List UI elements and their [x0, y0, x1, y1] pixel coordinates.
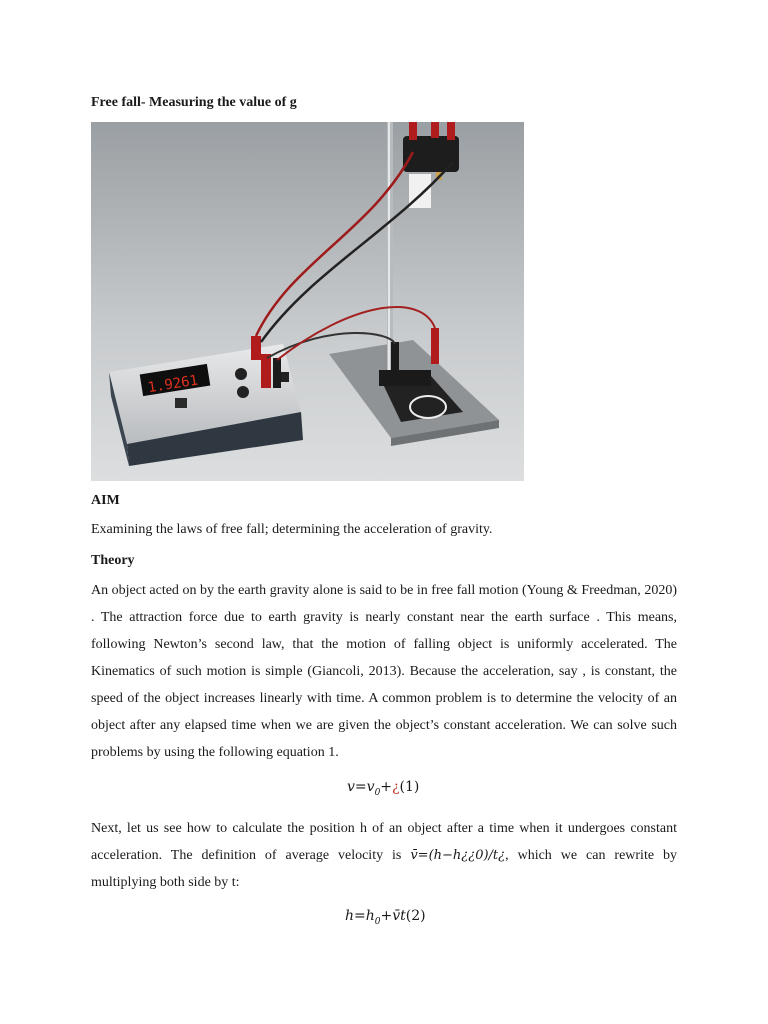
equation-2-subscript: 0 — [374, 916, 381, 927]
timer-readout: 1.9261 — [146, 372, 200, 397]
equation-2-lhs: h=h — [345, 908, 375, 924]
equation-2-number: (2) — [405, 908, 426, 924]
paragraph-2-after: , which we can rewrite by multiplying both side by t: — [91, 848, 677, 890]
equation-1-plus: + — [380, 779, 393, 795]
equation-2-rest: +v̄t — [380, 908, 406, 924]
equation-1 — [347, 779, 419, 798]
apparatus-photo — [91, 122, 524, 481]
equation-2 — [345, 908, 426, 927]
theory-paragraph-1: An object acted on by the earth gravity alone is said to be in free fall motion (Young & Freedman, 2020) . The attraction force due to earth gravity is nearly constant near the earth surface . This means, following Newton’s second law, that the motion of falling object is uniformly accelerated. The Kinematics of such motion is simple (Giancoli, 2013). Because the acceleration, say , is constant, the speed of the object increases linearly with time. A common problem is to determine the velocity of an object after any elapsed time when we are given the object’s constant acceleration. We can solve such problems by using the following equation 1. — [91, 583, 677, 760]
inline-equation: v̄=(h−h¿¿0)/t¿ — [410, 848, 506, 863]
paragraph-2-before: Next, let us see how to calculate the position h of an object after a time when it undergoes constant acceleration. The definition of average velocity is — [91, 821, 677, 863]
equation-1-glyph: ¿ — [392, 779, 400, 795]
theory-paragraph-2 — [91, 815, 677, 896]
theory-heading: Theory — [91, 553, 135, 568]
aim-heading: AIM — [91, 493, 120, 508]
equation-1-number: (1) — [399, 779, 420, 795]
document-title: Free fall- Measuring the value of g — [91, 95, 297, 110]
equation-1-lhs: v=v — [347, 779, 375, 795]
aim-text: Examining the laws of free fall; determining the acceleration of gravity. — [91, 522, 493, 537]
equation-1-subscript: 0 — [374, 787, 381, 798]
